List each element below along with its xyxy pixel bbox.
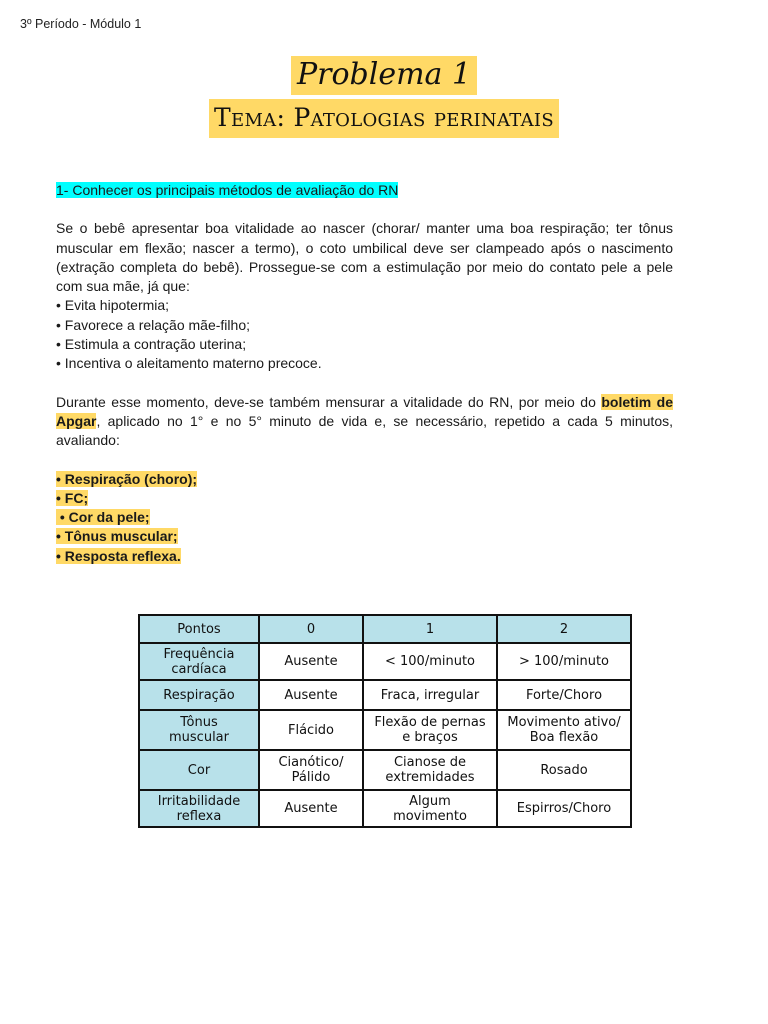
cell-line: Pálido — [291, 770, 331, 785]
table-row — [139, 680, 631, 710]
cell-line: Cianótico/ — [278, 755, 344, 770]
table-row-label — [139, 750, 259, 790]
table-cell — [497, 680, 631, 710]
table-row-label — [139, 790, 259, 827]
cell-line: Fraca, irregular — [380, 687, 480, 703]
document-body — [56, 181, 673, 566]
cell-line: Ausente — [284, 654, 338, 669]
table-cell — [259, 790, 363, 827]
title-container — [0, 56, 768, 95]
cell-line: Cianose de — [393, 755, 466, 770]
table-header-cell: 0 — [259, 615, 363, 643]
cell-line: Frequência — [163, 646, 235, 662]
criteria-item — [56, 547, 673, 566]
table-cell — [259, 750, 363, 790]
apgar-table-body — [139, 615, 631, 827]
table-cell — [363, 750, 497, 790]
cell-line: Algum — [409, 793, 451, 809]
criteria-item — [56, 489, 673, 508]
apgar-table-container — [138, 614, 632, 828]
table-cell — [497, 790, 631, 827]
cell-line: Ausente — [284, 801, 338, 816]
table-cell — [259, 643, 363, 680]
cell-line: Rosado — [540, 762, 588, 778]
cell-line: muscular — [169, 730, 229, 745]
spacer — [56, 374, 673, 393]
criteria-label: • Cor da pele; — [56, 509, 150, 526]
table-row — [139, 790, 631, 827]
criteria-label: • Respiração (choro); — [56, 470, 198, 487]
criteria-label: • Resposta reflexa. — [56, 547, 181, 564]
list-item: • Incentiva o aleitamento materno precoce. — [56, 355, 322, 372]
list-item: • Estimula a contração uterina; — [56, 336, 247, 353]
cell-line: Flexão de pernas — [374, 715, 486, 730]
cell-line: reflexa — [176, 808, 222, 824]
paragraph-apgar-pre: Durante esse momento, deve-se também mensurar a vitalidade do RN, por meio do — [56, 393, 602, 410]
table-cell — [363, 643, 497, 680]
cell-line: movimento — [393, 808, 467, 824]
cell-line: Cor — [187, 762, 211, 778]
table-cell — [497, 750, 631, 790]
table-row-label — [139, 680, 259, 710]
table-cell — [363, 710, 497, 750]
criteria-label: • FC; — [56, 489, 89, 506]
list-item: • Evita hipotermia; — [56, 297, 170, 314]
table-cell — [363, 790, 497, 827]
cell-line: Ausente — [284, 687, 338, 703]
apgar-table — [138, 614, 632, 828]
cell-line: Boa flexão — [529, 730, 599, 745]
section-heading-row — [56, 181, 673, 200]
paragraph-intro: Se o bebê apresentar boa vitalidade ao nascer (chorar/ manter uma boa respiração; ter tônus muscular em flexão; nascer a termo), o coto umbilical deve ser clampeado após o nascimento (extração completa do bebê). Prossegue-se com a estimulação por meio do contato pele a pele com sua mãe, já que: — [56, 220, 673, 295]
table-cell — [497, 643, 631, 680]
table-row-label — [139, 643, 259, 680]
cell-line: Tônus — [180, 715, 218, 730]
criteria-item — [56, 508, 673, 527]
spacer — [56, 200, 673, 219]
cell-line: > 100/minuto — [518, 654, 610, 669]
cell-line: Respiração — [163, 687, 235, 703]
cell-line: < 100/minuto — [384, 654, 476, 669]
cell-line: Movimento ativo/ — [507, 715, 621, 730]
subtitle-container — [0, 99, 768, 138]
table-cell — [259, 710, 363, 750]
table-row — [139, 750, 631, 790]
cell-line: Irritabilidade — [157, 793, 241, 809]
table-header-cell: Pontos — [139, 615, 259, 643]
table-cell — [497, 710, 631, 750]
list-item: • Favorece a relação mãe-filho; — [56, 316, 250, 333]
spacer — [56, 451, 673, 470]
section-heading: 1- Conhecer os principais métodos de avaliação do RN — [56, 182, 399, 198]
criteria-item — [56, 470, 673, 489]
cell-line: Forte/Choro — [525, 687, 603, 703]
cell-line: Espirros/Choro — [516, 801, 612, 816]
page-title: Problema 1 — [291, 56, 477, 95]
cell-line: e braços — [402, 730, 458, 745]
cell-line: extremidades — [385, 770, 475, 785]
table-cell — [259, 680, 363, 710]
table-header-cell: 2 — [497, 615, 631, 643]
table-cell — [363, 680, 497, 710]
cell-line: Flácido — [287, 722, 335, 738]
criteria-label: • Tônus muscular; — [56, 528, 178, 545]
table-row — [139, 710, 631, 750]
page-header-label: 3º Período - Módulo 1 — [20, 17, 142, 31]
table-row-label — [139, 710, 259, 750]
apgar-term: boletim de Apgar — [56, 393, 673, 429]
cell-line: cardíaca — [171, 661, 227, 677]
criteria-item — [56, 527, 673, 546]
table-header-cell: 1 — [363, 615, 497, 643]
table-header-row — [139, 615, 631, 643]
paragraph-apgar-post: , aplicado no 1° e no 5° minuto de vida e, se necessário, repetido a cada 5 minutos, avaliando: — [56, 412, 673, 449]
page-subtitle: Tema: Patologias perinatais — [209, 99, 559, 138]
table-row — [139, 643, 631, 680]
paragraph-apgar — [56, 393, 673, 451]
